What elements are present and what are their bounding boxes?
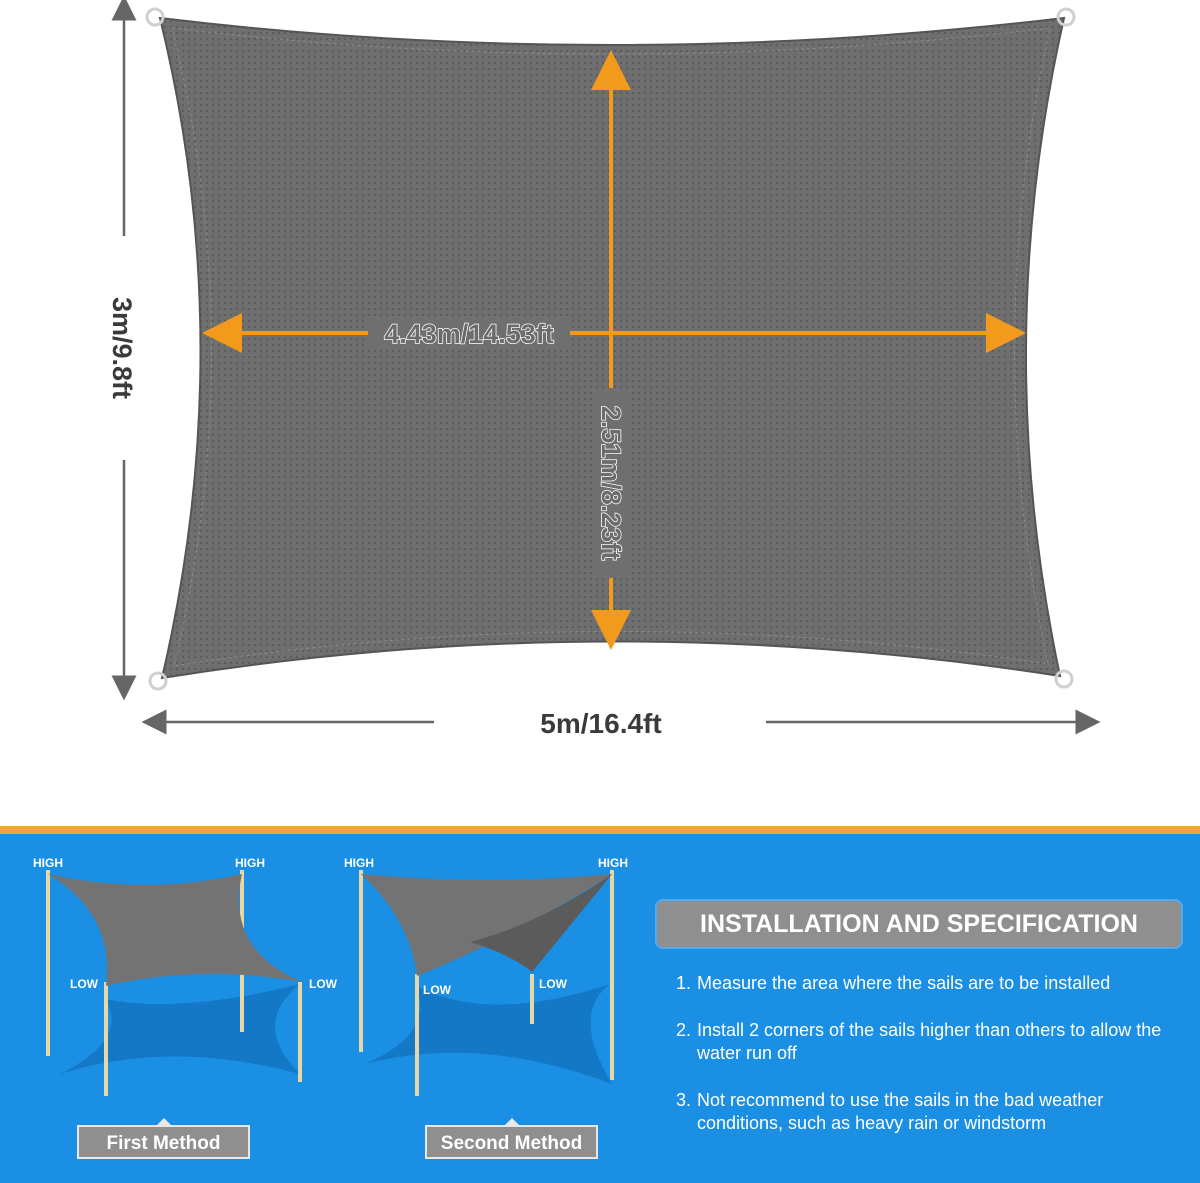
d-ring-icon	[1056, 671, 1072, 687]
spec-item: 3. Not recommend to use the sails in the bad weather conditions, such as heavy rain or windstorm	[676, 1090, 1104, 1133]
high-label: HIGH	[33, 856, 63, 870]
height-label: 3m/9.8ft	[107, 296, 137, 400]
spec-list	[676, 972, 1186, 1159]
low-label: LOW	[309, 977, 337, 991]
sail-shape	[48, 874, 302, 986]
spec-item: 1. Measure the area where the sails are to be installed	[676, 973, 1111, 993]
low-label: LOW	[70, 977, 98, 991]
second-method-label: Second Method	[425, 1125, 598, 1159]
d-ring-icon	[1058, 9, 1074, 25]
high-label: HIGH	[344, 856, 374, 870]
sail-shape	[361, 874, 612, 976]
d-ring-icon	[150, 673, 166, 689]
second-method-diagram	[340, 834, 640, 1124]
width-label: 5m/16.4ft	[540, 708, 662, 739]
high-label: HIGH	[235, 856, 265, 870]
high-label: HIGH	[598, 856, 628, 870]
first-method-label: First Method	[77, 1125, 250, 1159]
low-label: LOW	[423, 983, 451, 997]
inner-width-label: 4.43m/14.53ft	[384, 319, 554, 349]
installation-panel	[0, 826, 1200, 1183]
spec-item: 2. Install 2 corners of the sails higher than others to allow the water run off	[676, 1020, 1162, 1063]
spec-title: INSTALLATION AND SPECIFICATION	[657, 901, 1181, 947]
first-method-diagram	[20, 834, 340, 1124]
d-ring-icon	[147, 9, 163, 25]
low-label: LOW	[539, 977, 567, 991]
inner-height-label: 2.51m/8.23ft	[596, 405, 626, 561]
